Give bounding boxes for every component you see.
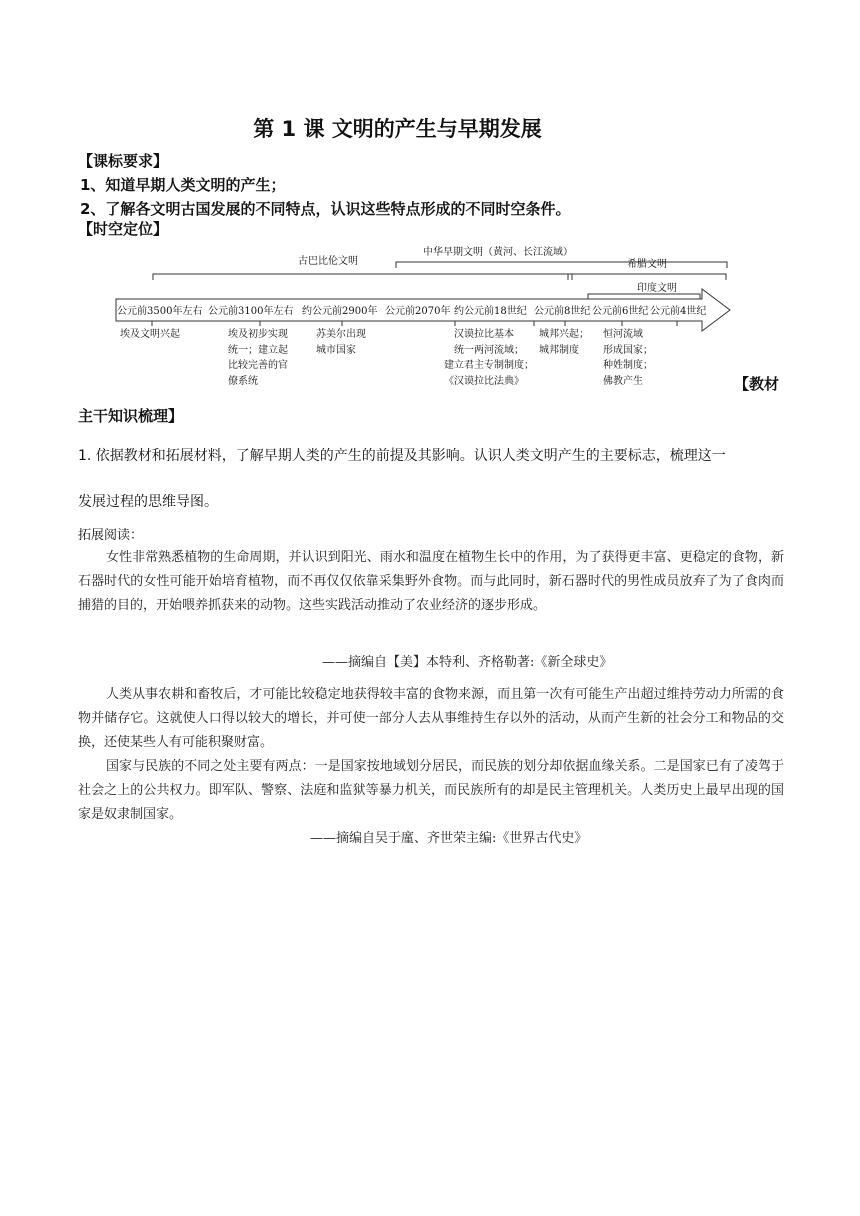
reading-paragraph-2: 人类从事农耕和畜牧后，才可能比较稳定地获得较丰富的食物来源，而且第一次有可能生产出超过维持劳动力所需的食物并储存它。这就使人口得以较大的增长，并可使一部分人去从事维持生存以外的活动，从而产生新的社会分工和物品的交换，还使某些人有可能积聚财富。 (78, 687, 784, 750)
textbook-header-part-b: 主干知识梳理】 (78, 407, 184, 425)
note-polis: 城邦兴起； 城邦制度 (539, 329, 589, 356)
requirement-1: 1、知道早期人类文明的产生； (80, 176, 286, 194)
reading-header: 拓展阅读： (78, 528, 144, 543)
period-greece: 希腊文明 (627, 259, 667, 270)
task-1-line-2: 发展过程的思维导图。 (78, 494, 218, 510)
timeline-diagram (112, 240, 742, 400)
period-babylon: 古巴比伦文明 (298, 256, 358, 267)
note-sumer: 苏美尔出现 城市国家 (316, 329, 366, 356)
reading-source-1: ——摘编自【美】本特利、齐格勒著:《新全球史》 (322, 655, 613, 670)
requirement-2: 2、了解各文明古国发展的不同特点，认识这些特点形成的不同时空条件。 (80, 200, 571, 218)
timeline-date: 公元前8世纪 (534, 306, 591, 317)
note-egypt-unify: 埃及初步实现 统一；建立起 比较完善的官 僚系统 (228, 329, 288, 387)
period-china: 中华早期文明（黄河、长江流域） (423, 247, 573, 258)
reading-source-2: ——摘编自吴于廑、齐世荣主编:《世界古代史》 (310, 831, 588, 846)
timeline-header: 【时空定位】 (78, 220, 169, 238)
timeline-date: 公元前3100年左右 (208, 306, 294, 317)
timeline-date: 约公元前18世纪 (454, 306, 527, 317)
note-india: 恒河流域 形成国家； 种姓制度； 佛教产生 (603, 329, 653, 387)
note-egypt-rise: 埃及文明兴起 (120, 329, 180, 340)
curriculum-header: 【课标要求】 (78, 152, 169, 170)
timeline-date: 公元前3500年左右 (117, 306, 203, 317)
textbook-header-part-a: 【教材 (734, 375, 780, 393)
timeline-date: 公元前4世纪 (650, 306, 707, 317)
timeline-date: 约公元前2900年 (302, 306, 378, 317)
timeline-date: 公元前2070年 (385, 306, 451, 317)
timeline-date: 公元前6世纪 (592, 306, 649, 317)
reading-paragraph-1: 女性非常熟悉植物的生命周期，并认识到阳光、雨水和温度在植物生长中的作用，为了获得更丰富、更稳定的食物，新石器时代的女性可能开始培育植物，而不再仅仅依靠采集野外食物。而与此同时，新石器时代的男性成员放弃了为了食肉而捕猎的目的，开始喂养抓获来的动物。这些实践活动推动了农业经济的逐步形成。 (78, 550, 784, 613)
note-hammurabi: 汉谟拉比基本 统一两河流域； 建立君主专制制度； 《汉谟拉比法典》 (444, 329, 534, 387)
task-1-line-1: 1. 依据教材和拓展材料，了解早期人类的产生的前提及其影响。认识人类文明产生的主要标志，梳理这一 (78, 448, 726, 464)
period-india: 印度文明 (637, 283, 677, 294)
page-title: 第 1 课 文明的产生与早期发展 (253, 117, 542, 141)
reading-paragraph-3: 国家与民族的不同之处主要有两点：一是国家按地域划分居民，而民族的划分却依据血缘关系。二是国家已有了凌驾于社会之上的公共权力。即军队、警察、法庭和监狱等暴力机关，而民族所有的却是民主管理机关。人类历史上最早出现的国家是奴隶制国家。 (78, 759, 784, 822)
